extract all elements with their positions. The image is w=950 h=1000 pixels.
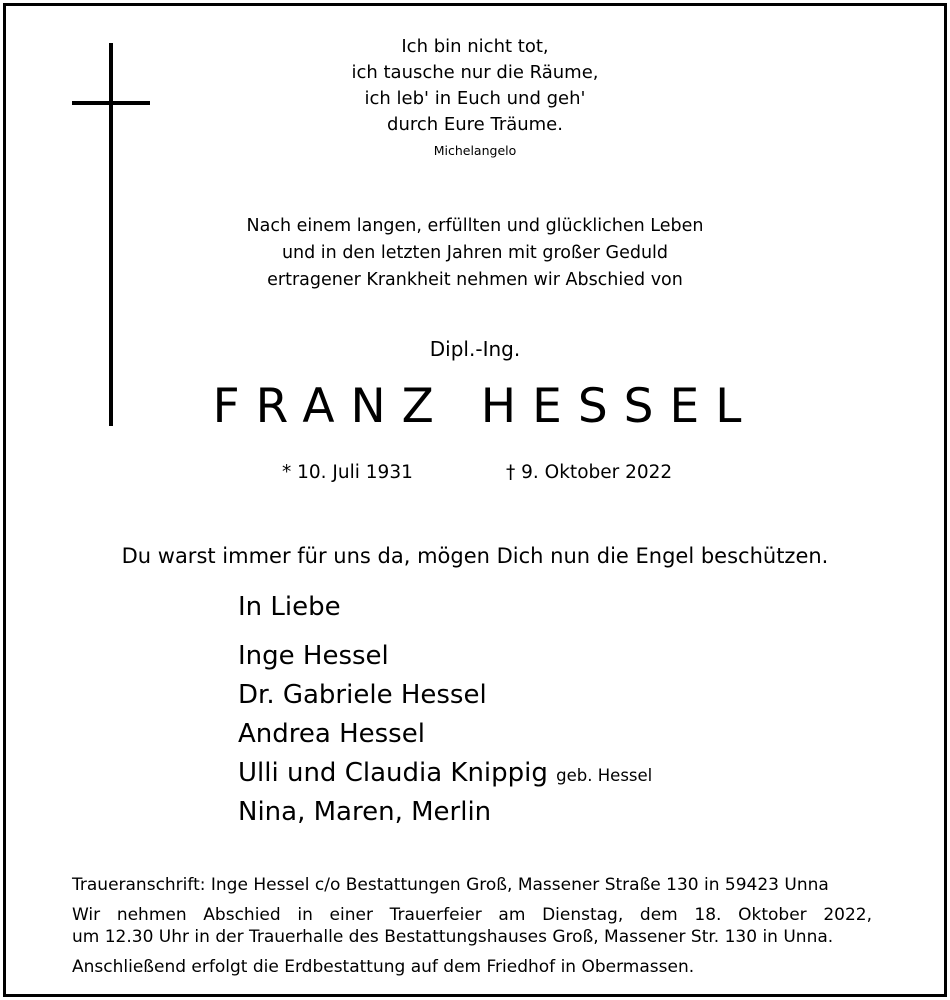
mourning-address: Traueranschrift: Inge Hessel c/o Bestattungen Groß, Massener Straße 130 in 59423 Unna	[72, 875, 829, 895]
family-member: Ulli und Claudia Knippig	[238, 758, 548, 788]
poem-line: ich leb' in Euch und geh'	[364, 88, 586, 109]
family-member: Nina, Maren, Merlin	[238, 797, 492, 827]
intro-line: und in den letzten Jahren mit großer Geduld	[281, 243, 669, 263]
family-member: Inge Hessel	[238, 641, 389, 671]
intro-line: ertragener Krankheit nehmen wir Abschied von	[267, 270, 683, 290]
death-date: † 9. Oktober 2022	[506, 462, 673, 483]
poem-author: Michelangelo	[433, 143, 517, 158]
intro-text	[60, 213, 890, 294]
intro-line: Nach einem langen, erfüllten und glücklichen Leben	[246, 216, 704, 236]
deceased-title: Dipl.-Ing.	[429, 337, 521, 361]
family-member: Andrea Hessel	[238, 719, 425, 749]
family-greeting: In Liebe	[238, 592, 341, 622]
burial-info: Anschließend erfolgt die Erdbestattung auf dem Friedhof in Obermassen.	[72, 957, 695, 977]
poem-line: ich tausche nur die Räume,	[351, 62, 599, 83]
service-info-line2: um 12.30 Uhr in der Trauerhalle des Bestattungshauses Groß, Massener Str. 130 in Unna.	[72, 927, 834, 947]
family-member-row	[238, 758, 652, 788]
birth-date: * 10. Juli 1931	[282, 462, 413, 483]
poem-line: Ich bin nicht tot,	[401, 36, 549, 57]
poem	[60, 34, 890, 138]
family-member: Dr. Gabriele Hessel	[238, 680, 487, 710]
poem-line: durch Eure Träume.	[387, 114, 563, 135]
deceased-name: FRANZ HESSEL	[212, 379, 758, 434]
motto: Du warst immer für uns da, mögen Dich nun die Engel beschützen.	[121, 544, 829, 568]
family-member-note: geb. Hessel	[556, 766, 653, 785]
service-info-line1: Wir nehmen Abschied in einer Trauerfeier am Dienstag, dem 18. Oktober 2022,	[72, 905, 872, 925]
